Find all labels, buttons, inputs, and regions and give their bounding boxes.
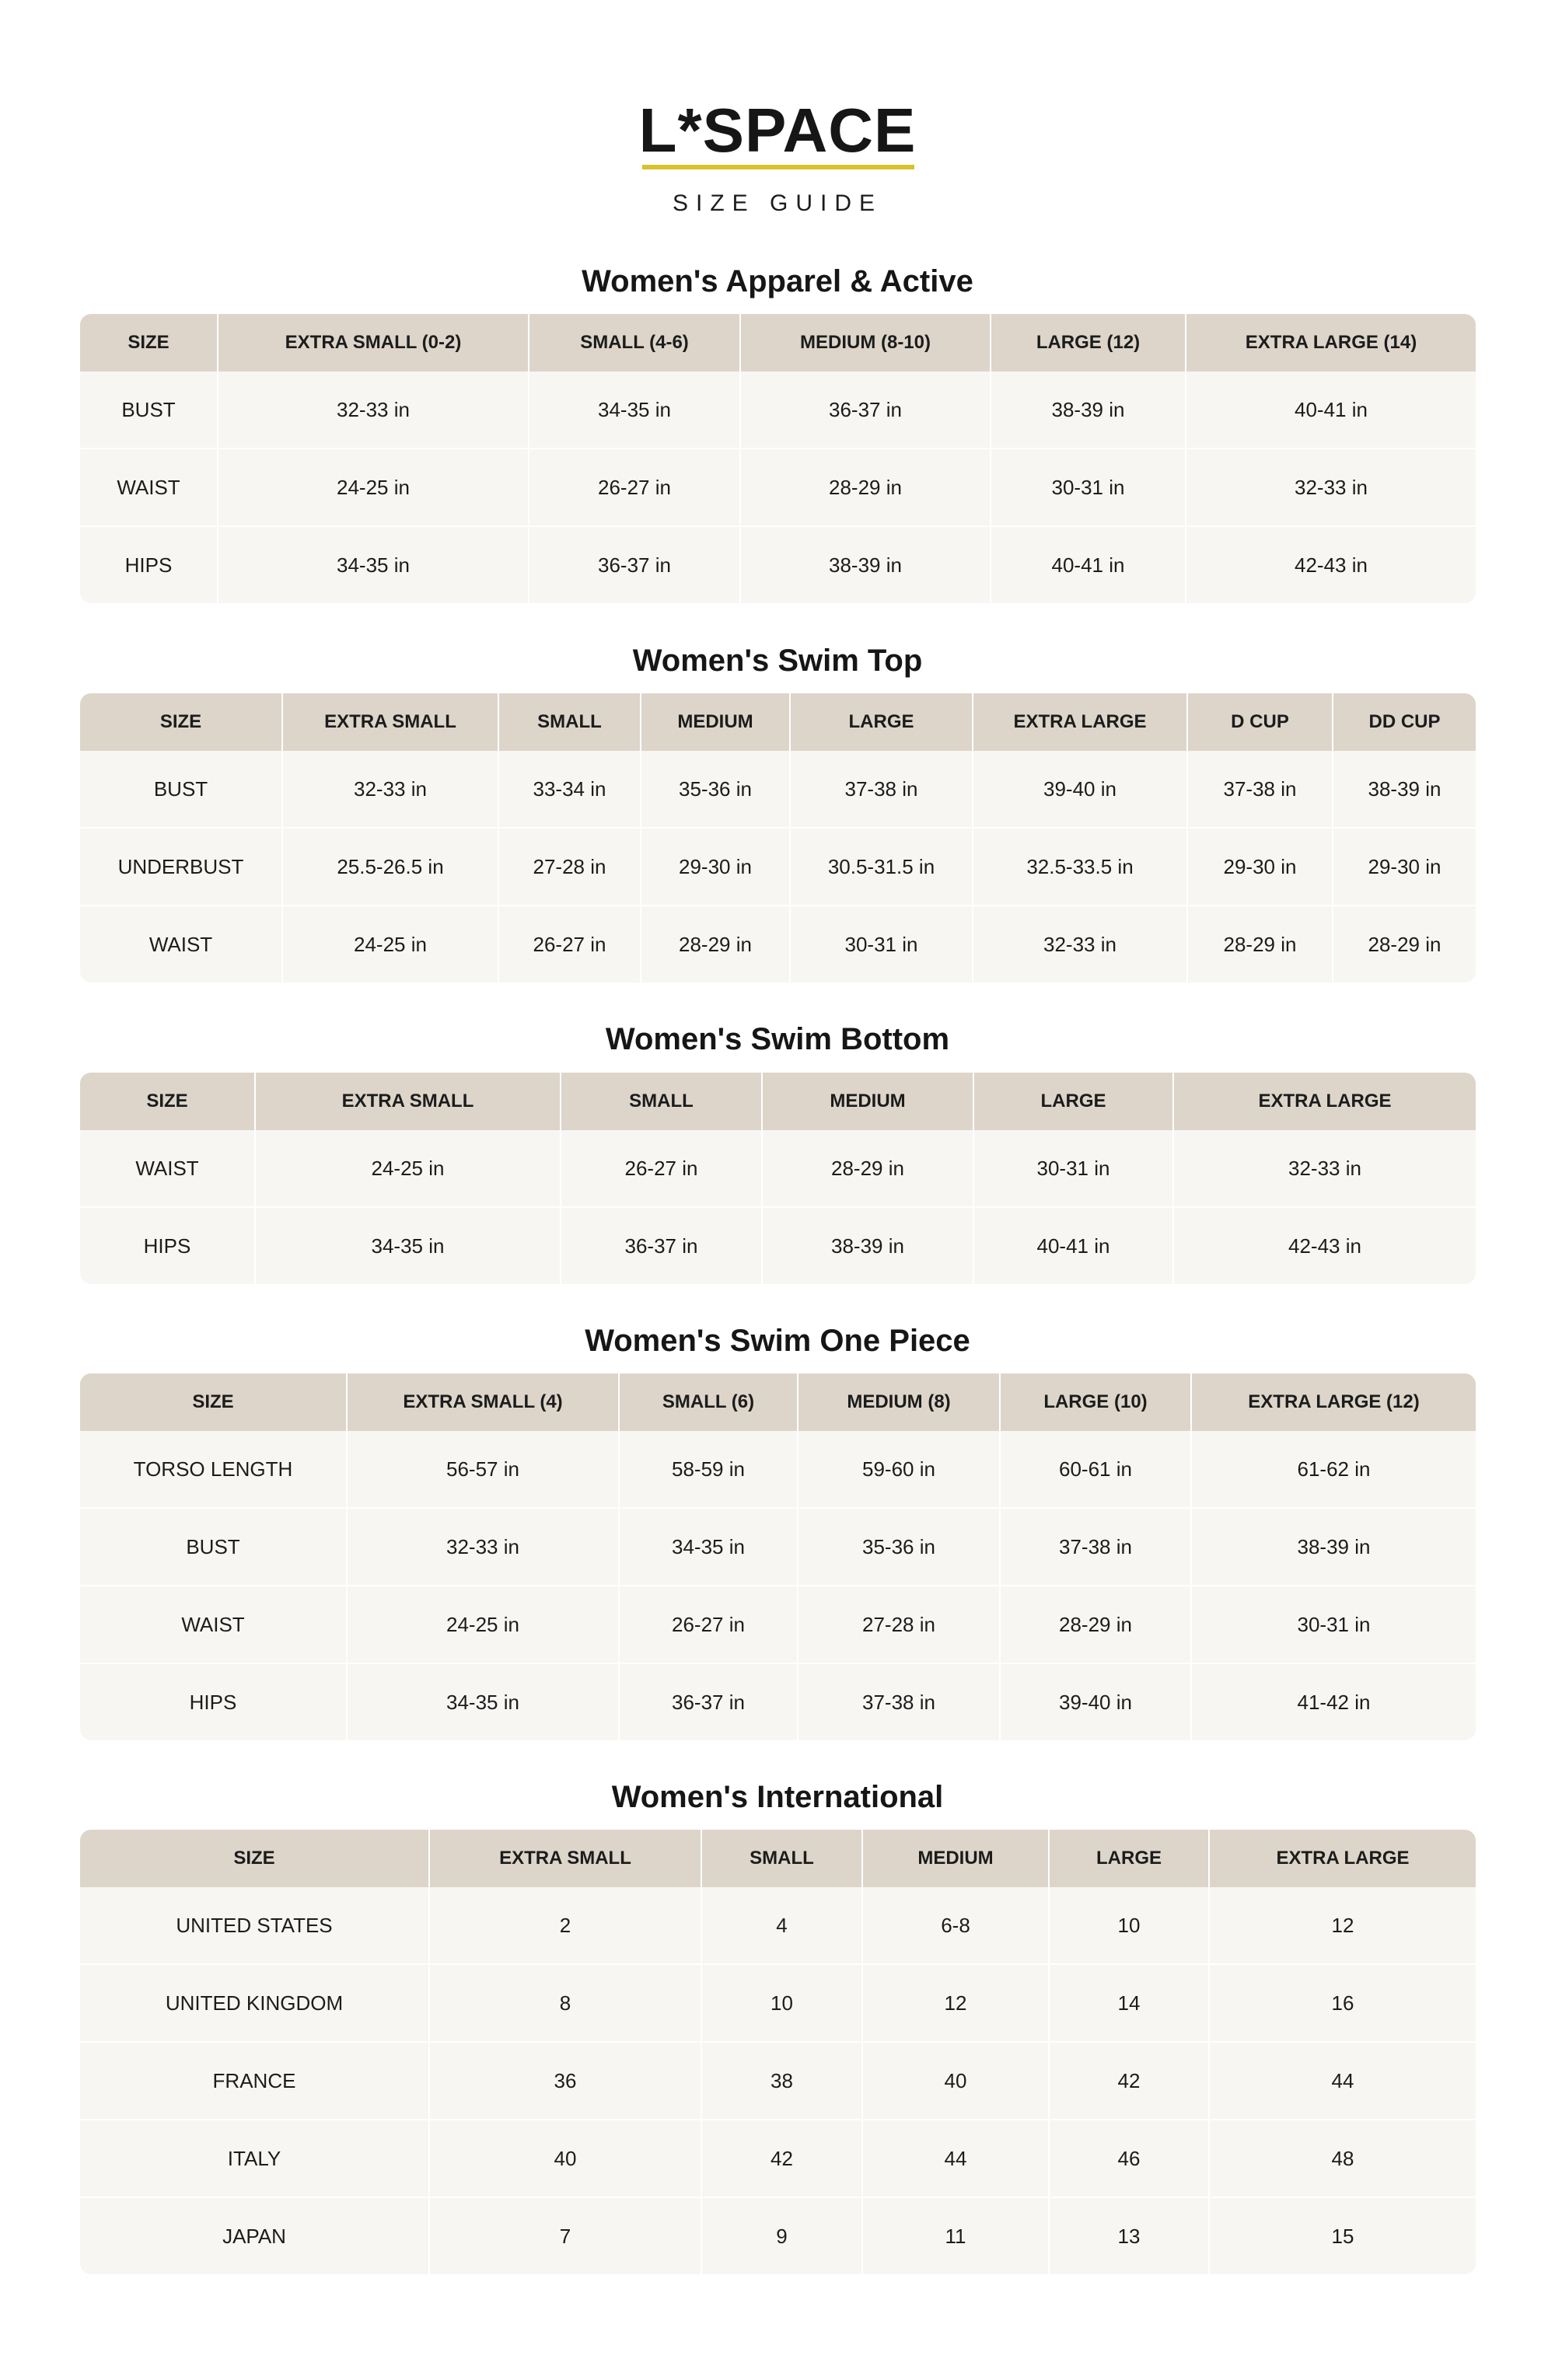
- table-header-row: [80, 314, 1476, 372]
- column-header: LARGE: [1050, 1830, 1210, 1887]
- table-cell: 9: [702, 2197, 863, 2274]
- table-cell: 27-28 in: [798, 1585, 1001, 1663]
- table-cell: 56-57 in: [348, 1431, 620, 1507]
- table-cell: 38: [702, 2041, 863, 2119]
- column-header: SIZE: [80, 314, 218, 372]
- column-header: EXTRA LARGE: [1210, 1830, 1476, 1887]
- table-cell: 34-35 in: [620, 1507, 798, 1585]
- table-cell: 38-39 in: [1368, 776, 1441, 801]
- table-cell: FRANCE: [80, 2041, 430, 2119]
- table-row: [80, 2119, 1476, 2197]
- table-cell: 36-37 in: [741, 372, 991, 448]
- column-header: EXTRA LARGE (12): [1192, 1373, 1476, 1431]
- size-table-international: [80, 1830, 1476, 2274]
- table-cell: 4: [702, 1887, 863, 1963]
- column-header: MEDIUM (8): [798, 1373, 1001, 1431]
- table-cell: 36-37 in: [561, 1206, 763, 1284]
- table-cell: 24-25 in: [348, 1585, 620, 1663]
- table-cell: 30.5-31.5 in: [791, 827, 973, 905]
- table-cell: 46: [1050, 2119, 1210, 2197]
- table-cell: 37-38 in: [1001, 1507, 1192, 1585]
- table-cell: 28-29 in: [1333, 905, 1476, 982]
- page-subtitle: SIZE GUIDE: [672, 190, 883, 216]
- table-cell: HIPS: [80, 525, 218, 603]
- table-cell: 42: [702, 2119, 863, 2197]
- table-row: [80, 1206, 1476, 1284]
- table-cell: 24-25 in: [256, 1130, 561, 1206]
- table-cell: 37-38 in: [791, 751, 973, 827]
- table-row: [80, 448, 1476, 525]
- section-title: Women's Swim Bottom: [605, 1022, 950, 1056]
- column-header: EXTRA SMALL: [430, 1830, 702, 1887]
- column-header: EXTRA LARGE (14): [1186, 314, 1476, 372]
- table-row: [80, 525, 1476, 603]
- table-cell: BUST: [80, 1507, 348, 1585]
- table-cell: 30-31 in: [1192, 1585, 1476, 1663]
- table-row: [80, 2197, 1476, 2274]
- table-cell: 11: [863, 2197, 1050, 2274]
- table-cell: 40-41 in: [991, 525, 1186, 603]
- table-header-row: [80, 693, 1476, 751]
- table-cell: TORSO LENGTH: [80, 1431, 348, 1507]
- table-cell: 34-35 in: [348, 1663, 620, 1740]
- table-cell: WAIST: [80, 1585, 348, 1663]
- table-cell: 36-37 in: [620, 1663, 798, 1740]
- logo-underline: [642, 165, 914, 169]
- table-cell: 37-38 in: [1188, 751, 1333, 827]
- table-cell: BUST: [80, 751, 283, 827]
- brand-logo: L*SPACE: [638, 96, 917, 165]
- table-cell: 26-27 in: [620, 1585, 798, 1663]
- table-cell: 42-43 in: [1174, 1206, 1476, 1284]
- column-header: LARGE (12): [991, 314, 1186, 372]
- column-header: MEDIUM: [641, 693, 791, 751]
- size-table-swim-top: [80, 693, 1476, 982]
- table-cell: 8: [430, 1963, 702, 2041]
- column-header: MEDIUM: [863, 1830, 1050, 1887]
- table-cell: 38-39 in: [741, 525, 991, 603]
- table-cell: 42-43 in: [1186, 525, 1476, 603]
- column-header: EXTRA SMALL: [256, 1073, 561, 1130]
- table-cell: UNITED STATES: [80, 1887, 430, 1963]
- section-title: Women's Swim Top: [632, 644, 923, 678]
- column-header: LARGE: [791, 693, 973, 751]
- table-cell: 28-29 in: [1001, 1585, 1192, 1663]
- table-cell: 41-42 in: [1192, 1663, 1476, 1740]
- table-row: [80, 1431, 1476, 1507]
- column-header: SIZE: [80, 1073, 256, 1130]
- table-cell: 42: [1050, 2041, 1210, 2119]
- table-cell: WAIST: [80, 905, 283, 982]
- table-cell: 28-29 in: [741, 448, 991, 525]
- table-cell: 34-35 in: [218, 525, 529, 603]
- column-header: EXTRA SMALL (4): [348, 1373, 620, 1431]
- column-header: SMALL (6): [620, 1373, 798, 1431]
- table-cell: 24-25 in: [283, 905, 499, 982]
- table-cell: 13: [1050, 2197, 1210, 2274]
- table-cell: 29-30 in: [1333, 827, 1476, 905]
- table-cell: 6-8: [863, 1887, 1050, 1963]
- table-cell: 60-61 in: [1001, 1431, 1192, 1507]
- table-cell: 30-31 in: [991, 448, 1186, 525]
- table-cell: 33-34 in: [499, 751, 641, 827]
- table-cell: 34-35 in: [529, 372, 741, 448]
- column-header: SMALL: [561, 1073, 763, 1130]
- table-header-row: [80, 1830, 1476, 1887]
- table-cell: 32-33 in: [973, 905, 1188, 982]
- column-header: MEDIUM (8-10): [741, 314, 991, 372]
- table-cell: 38-39 in: [991, 372, 1186, 448]
- table-cell: 2: [430, 1887, 702, 1963]
- table-cell: 29-30 in: [1188, 827, 1333, 905]
- table-row: [80, 1585, 1476, 1663]
- table-cell: 12: [1331, 1913, 1354, 1937]
- table-cell: 32-33 in: [1288, 1156, 1361, 1180]
- column-header: SIZE: [80, 693, 283, 751]
- table-cell: 10: [1050, 1887, 1210, 1963]
- table-cell: 37-38 in: [798, 1663, 1001, 1740]
- table-row: [80, 2041, 1476, 2119]
- table-row: [80, 372, 1476, 448]
- table-cell: 40: [863, 2041, 1050, 2119]
- column-header: MEDIUM: [763, 1073, 974, 1130]
- table-cell: 40-41 in: [1295, 397, 1368, 421]
- table-cell: 10: [702, 1963, 863, 2041]
- section-title: Women's Swim One Piece: [585, 1324, 970, 1358]
- table-cell: 44: [863, 2119, 1050, 2197]
- table-row: [80, 1130, 1476, 1206]
- table-cell: 36-37 in: [529, 525, 741, 603]
- table-row: [80, 1663, 1476, 1740]
- table-cell: 32-33 in: [1186, 448, 1476, 525]
- table-cell: 16: [1210, 1963, 1476, 2041]
- table-cell: 58-59 in: [620, 1431, 798, 1507]
- table-cell: 40-41 in: [974, 1206, 1174, 1284]
- table-cell: 15: [1210, 2197, 1476, 2274]
- table-cell: 26-27 in: [499, 905, 641, 982]
- column-header: LARGE: [974, 1073, 1174, 1130]
- section-title: Women's Apparel & Active: [582, 264, 973, 298]
- column-header: LARGE (10): [1001, 1373, 1192, 1431]
- table-cell: BUST: [80, 372, 218, 448]
- column-header: SMALL (4-6): [529, 314, 741, 372]
- column-header: EXTRA LARGE: [1174, 1073, 1476, 1130]
- size-table-swim-one-piece: [80, 1373, 1476, 1740]
- table-cell: 28-29 in: [763, 1130, 974, 1206]
- table-cell: 44: [1210, 2041, 1476, 2119]
- table-cell: 32.5-33.5 in: [973, 827, 1188, 905]
- table-cell: 35-36 in: [798, 1507, 1001, 1585]
- table-cell: 32-33 in: [218, 372, 529, 448]
- table-cell: 39-40 in: [1001, 1663, 1192, 1740]
- table-cell: 36: [430, 2041, 702, 2119]
- table-cell: 39-40 in: [973, 751, 1188, 827]
- table-cell: 32-33 in: [283, 751, 499, 827]
- column-header: EXTRA SMALL (0-2): [218, 314, 529, 372]
- size-table-apparel-active: [80, 314, 1476, 603]
- table-cell: 34-35 in: [256, 1206, 561, 1284]
- column-header: SIZE: [80, 1830, 430, 1887]
- table-row: [80, 1963, 1476, 2041]
- column-header: SMALL: [702, 1830, 863, 1887]
- table-cell: JAPAN: [80, 2197, 430, 2274]
- table-row: [80, 751, 1476, 827]
- table-cell: 35-36 in: [641, 751, 791, 827]
- table-row: [80, 1507, 1476, 1585]
- table-cell: 29-30 in: [641, 827, 791, 905]
- column-header: SMALL: [499, 693, 641, 751]
- column-header: D CUP: [1188, 693, 1333, 751]
- section-title: Women's International: [611, 1780, 944, 1814]
- size-table-swim-bottom: [80, 1073, 1476, 1284]
- table-row: [80, 827, 1476, 905]
- table-cell: 24-25 in: [218, 448, 529, 525]
- table-cell: 48: [1210, 2119, 1476, 2197]
- column-header: EXTRA LARGE: [973, 693, 1188, 751]
- table-cell: ITALY: [80, 2119, 430, 2197]
- table-cell: 38-39 in: [763, 1206, 974, 1284]
- table-cell: HIPS: [80, 1663, 348, 1740]
- table-cell: WAIST: [80, 1130, 256, 1206]
- column-header: SIZE: [80, 1373, 348, 1431]
- table-cell: HIPS: [80, 1206, 256, 1284]
- table-cell: UNDERBUST: [80, 827, 283, 905]
- table-row: [80, 905, 1476, 982]
- table-cell: 12: [863, 1963, 1050, 2041]
- table-cell: 61-62 in: [1297, 1457, 1371, 1481]
- table-cell: 28-29 in: [641, 905, 791, 982]
- table-cell: 27-28 in: [499, 827, 641, 905]
- table-cell: 26-27 in: [561, 1130, 763, 1206]
- table-cell: 26-27 in: [529, 448, 741, 525]
- table-cell: 38-39 in: [1192, 1507, 1476, 1585]
- table-cell: 30-31 in: [974, 1130, 1174, 1206]
- table-cell: 32-33 in: [348, 1507, 620, 1585]
- table-cell: 28-29 in: [1188, 905, 1333, 982]
- table-cell: 40: [430, 2119, 702, 2197]
- column-header: EXTRA SMALL: [283, 693, 499, 751]
- table-cell: UNITED KINGDOM: [80, 1963, 430, 2041]
- table-cell: 59-60 in: [798, 1431, 1001, 1507]
- table-header-row: [80, 1373, 1476, 1431]
- table-header-row: [80, 1073, 1476, 1130]
- table-cell: 30-31 in: [791, 905, 973, 982]
- table-cell: 14: [1050, 1963, 1210, 2041]
- column-header: DD CUP: [1333, 693, 1476, 751]
- table-cell: 7: [430, 2197, 702, 2274]
- table-row: [80, 1887, 1476, 1963]
- table-cell: WAIST: [80, 448, 218, 525]
- table-cell: 25.5-26.5 in: [283, 827, 499, 905]
